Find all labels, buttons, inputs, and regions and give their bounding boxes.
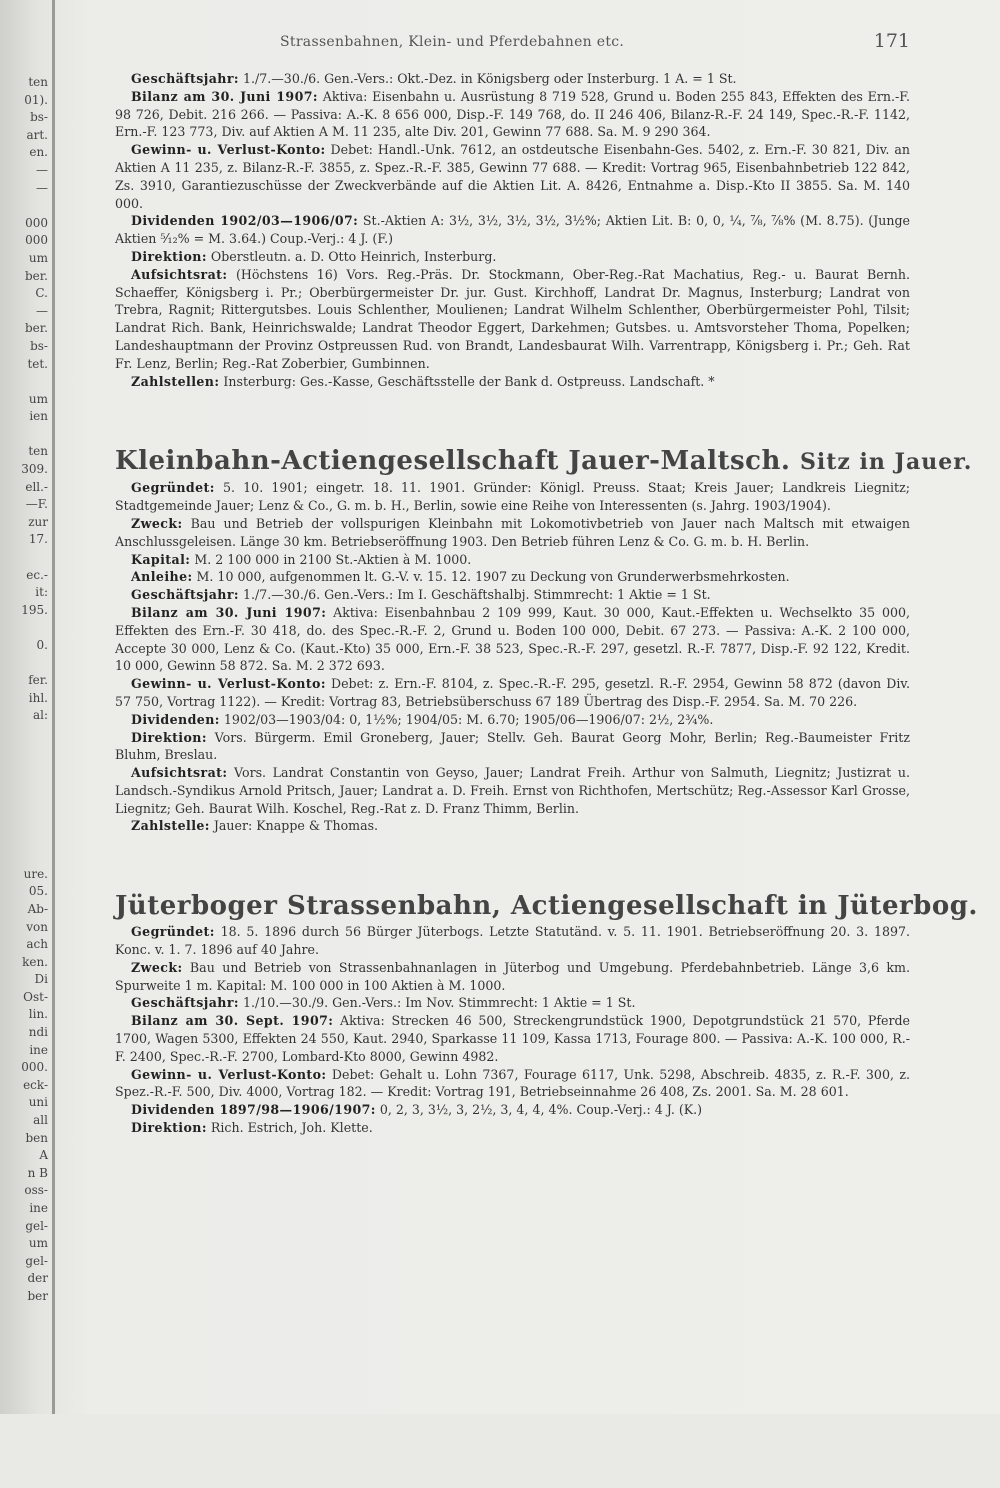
- entry-label: Geschäftsjahr:: [131, 71, 239, 86]
- margin-fragment: Di: [34, 972, 48, 987]
- page-number: 171: [873, 30, 910, 52]
- margin-fragment: ber.: [24, 321, 48, 336]
- entry-paragraph: [115, 568, 910, 586]
- margin-fragment: ien: [29, 409, 48, 424]
- entry-label: Zweck:: [131, 515, 183, 531]
- margin-fragment: en.: [29, 145, 48, 160]
- margin-fragment: 309.: [21, 462, 48, 477]
- margin-fragment: —: [36, 162, 48, 177]
- margin-fragment: uni: [28, 1095, 48, 1110]
- entry-text: Rich. Estrich, Joh. Klette.: [206, 1120, 373, 1136]
- page-body: [115, 70, 978, 1137]
- margin-fragment: um: [28, 250, 48, 265]
- book-spine: [52, 0, 55, 1414]
- entry-paragraph: [115, 959, 910, 995]
- entry-paragraph: [115, 1101, 910, 1119]
- margin-fragment: it:: [35, 585, 48, 600]
- margin-fragment: ach: [26, 937, 48, 952]
- entry-text: 1./10.—30./9. Gen.-Vers.: Im Nov. Stimmrecht: 1 Aktie = 1 St.: [238, 995, 636, 1011]
- margin-fragment: um: [28, 1236, 48, 1251]
- entry-text: (Höchstens 16) Vors. Reg.-Präs. Dr. Stockmann, Ober-Reg.-Rat Machatius, Reg.- u. Baurat Bernh. Schaeffer, Königsberg i. Pr.; Oberbürgermeister Dr. jur. Gust. Kirchhoff, Landrat Dr. Magnus, Insterburg; Landrat von Trebra, Ragnit; Rittergutsbes. Louis Schlenther, Moulienen; Landrat Wilhelm Schlenther, Oberbürgermeister Pohl, Tilsit; Landrat Rich. Bank, Heinrichswalde; Landrat Theodor Eggert, Darkehmen; Gutsbes. u. Amtsvorsteher Thoma, Popelken; Landeshauptmann der Provinz Ostpreussen Rud. von Brandt, Landesbaurat Wilh. Varrentrapp, Königsberg i. Pr.; Geh. Rat Fr. Lenz, Berlin; Reg.-Rat Zoberbier, Gumbinnen.: [115, 266, 910, 371]
- margin-fragment: 000: [25, 233, 48, 248]
- section-jueterbog: [115, 923, 910, 1137]
- margin-fragment: n B: [27, 1165, 48, 1180]
- margin-fragment: ec.-: [26, 567, 48, 582]
- margin-fragment: [0, 373, 50, 391]
- entry-paragraph: [115, 586, 910, 604]
- margin-fragment: [0, 743, 50, 761]
- company-heading-jauer-maltsch: [115, 444, 973, 479]
- company-seat: Sitz in Jauer.: [799, 449, 973, 476]
- entry-paragraph: [115, 817, 910, 835]
- entry-text: 5. 10. 1901; eingetr. 18. 11. 1901. Gründer: Königl. Preuss. Staat; Kreis Jauer; Landkreis Liegnitz; Stadtgemeinde Jauer; Lenz & Co., G. m. b. H., Berlin, sowie eine Reihe von Interessenten (s. Jahrg. 1903/1904).: [115, 480, 910, 514]
- margin-fragment: ndi: [28, 1025, 48, 1040]
- margin-fragment: [0, 778, 50, 796]
- margin-fragment: —: [36, 303, 48, 318]
- entry-paragraph: [115, 70, 910, 88]
- entry-text: Debet: Gehalt u. Lohn 7367, Fourage 6117, Unk. 5298, Abschreib. 4835, z. R.-F. 300, z. Spez.-R.-F. 500, Div. 4000, Vortrag 182. — Kredit: Vortrag 191, Betriebseinnahme 26 408, Zs. 2001. Sa. M. 28 601.: [115, 1066, 910, 1100]
- entry-label: Bilanz am 30. Juni 1907:: [131, 88, 318, 104]
- entry-label: Bilanz am 30. Juni 1907:: [131, 604, 327, 620]
- margin-fragment: [0, 848, 50, 866]
- margin-fragment: —: [36, 180, 48, 195]
- company-heading-jueterbog: [115, 889, 978, 923]
- margin-fragment: ten: [28, 75, 48, 89]
- entry-label: Geschäftsjahr:: [131, 587, 239, 603]
- margin-fragment: al:: [32, 708, 48, 723]
- entry-paragraph: [115, 266, 910, 373]
- margin-fragment: [0, 426, 50, 444]
- entry-label: Direktion:: [131, 248, 207, 264]
- margin-fragment: oss-: [24, 1183, 48, 1198]
- margin-fragment: [0, 813, 50, 831]
- margin-fragment: zur: [28, 514, 48, 529]
- margin-fragment: [0, 831, 50, 849]
- entry-paragraph: [115, 248, 910, 266]
- margin-fragment: ber.: [24, 268, 48, 283]
- margin-fragment: [0, 655, 50, 673]
- entry-text: 18. 5. 1896 durch 56 Bürger Jüterbogs. Letzte Statutänd. v. 5. 11. 1901. Betriebseröffnung 20. 3. 1897. Konc. v. 1. 7. 1896 auf 40 Jahre.: [115, 924, 910, 958]
- company-name: Jüterboger Strassenbahn, Actiengesellschaft in Jüterbog.: [115, 891, 978, 922]
- margin-fragment: [0, 795, 50, 813]
- margin-fragment: bs-: [30, 338, 48, 353]
- company-name: Kleinbahn-Actiengesellschaft Jauer-Maltsch.: [115, 446, 791, 477]
- margin-fragment: von: [26, 919, 48, 934]
- margin-fragment: ine: [29, 1201, 48, 1215]
- entry-label: Gegründet:: [131, 480, 215, 496]
- entry-label: Direktion:: [131, 1120, 207, 1136]
- entry-label: Zahlstelle:: [131, 818, 210, 834]
- margin-fragment: um: [28, 391, 48, 406]
- entry-text: Vors. Bürgerm. Emil Groneberg, Jauer; Stellv. Geh. Baurat Georg Mohr, Berlin; Reg.-Baumeister Fritz Bluhm, Breslau.: [115, 729, 910, 763]
- margin-fragment: 17.: [28, 532, 48, 547]
- margin-fragment: Ost-: [23, 989, 48, 1004]
- entry-paragraph: [115, 729, 910, 765]
- entry-paragraph: [115, 711, 910, 729]
- entry-paragraph: [115, 212, 910, 248]
- entry-paragraph: [115, 88, 910, 141]
- margin-fragment: ihl.: [28, 690, 48, 705]
- margin-fragment: [0, 197, 50, 215]
- running-header: [120, 30, 910, 56]
- entry-text: Vors. Landrat Constantin von Geyso, Jauer; Landrat Freih. Arthur von Salmuth, Liegnitz; Justizrat u. Landsch.-Syndikus Arnold Pritsch, Jauer; Landrat a. D. Freih. Ernst von Richthofen, Mertschütz; Reg.-Assessor Karl Grosse, Liegnitz; Geh. Baurat Wilh. Koschel, Reg.-Rat z. D. Franz Thimm, Berlin.: [115, 765, 910, 816]
- entry-text: Insterburg: Ges.-Kasse, Geschäftsstelle der Bank d. Ostpreuss. Landschaft. *: [219, 373, 715, 389]
- entry-text: St.-Aktien A: 3½, 3½, 3½, 3½, 3½%; Aktien Lit. B: 0, 0, ¼, ⅞, ⅞% (M. 8.75). (Junge Aktien ⁵⁄₁₂% = M. 3.64.) Coup.-Verj.: 4 J. (F.): [115, 213, 910, 247]
- margin-fragment: A: [39, 1148, 48, 1163]
- entry-paragraph: [115, 1012, 910, 1065]
- margin-fragment: eck-: [23, 1077, 48, 1092]
- margin-fragment: ell.-: [25, 479, 48, 494]
- entry-text: Debet: Handl.-Unk. 7612, an ostdeutsche Eisenbahn-Ges. 5402, z. Ern.-F. 30 821, Div. an Aktien A 11 235, z. Bilanz-R.-F. 3855, z. Spez.-R.-F. 385, Gewinn 77 688. — Kredit: Vortrag 965, Eisenbahnbetrieb 122 842, Zs. 3910, Garantiezuschüsse der Zweckverbände auf die Aktien Lit. A. 8426, Entnahme a. Disp.-Kto II 3855. Sa. M. 140 000.: [115, 142, 910, 211]
- margin-fragment: [0, 760, 50, 778]
- margin-fragment: Ab-: [27, 901, 48, 916]
- margin-fragment: —F.: [25, 497, 48, 512]
- entry-text: 0, 2, 3, 3½, 3, 2½, 3, 4, 4, 4%. Coup.-Verj.: 4 J. (K.): [375, 1102, 703, 1118]
- entry-label: Aufsichtsrat:: [131, 266, 228, 282]
- entry-label: Gewinn- u. Verlust-Konto:: [131, 1066, 327, 1082]
- entry-text: M. 10 000, aufgenommen lt. G.-V. v. 15. 12. 1907 zu Deckung von Grunderwerbsmehrkosten.: [192, 569, 790, 585]
- entry-text: M. 2 100 000 in 2100 St.-Aktien à M. 1000.: [190, 551, 472, 567]
- margin-fragment: 01).: [24, 92, 48, 107]
- margin-fragment: ten: [28, 444, 48, 459]
- margin-fragment: all: [33, 1113, 48, 1128]
- margin-fragment: 05.: [28, 884, 48, 899]
- entry-label: Direktion:: [131, 729, 207, 745]
- margin-fragment: gel-: [25, 1253, 48, 1268]
- margin-fragment: 000.: [21, 1060, 48, 1075]
- entry-label: Kapital:: [131, 551, 191, 567]
- entry-paragraph: [115, 551, 910, 569]
- entry-paragraph: [115, 515, 910, 551]
- entry-paragraph: [115, 994, 910, 1012]
- entry-label: Dividenden 1902/03—1906/07:: [131, 213, 359, 229]
- entry-text: 1./7.—30./6. Gen.-Vers.: Okt.-Dez. in Königsberg oder Insterburg. 1 A. = 1 St.: [238, 71, 737, 86]
- entry-paragraph: [115, 141, 910, 212]
- entry-text: Aktiva: Eisenbahn u. Ausrüstung 8 719 528, Grund u. Boden 255 843, Effekten des Ern.-F. 98 726, Debit. 216 266. — Passiva: A.-K. 8 656 000, Disp.-F. 149 768, do. II 246 406, Bilanz-R.-F. 24 149, Spec.-R.-F. 1142, Ern.-F. 123 773, Div. auf Aktien A M. 11 235, alte Div. 201, Gewinn 77 688. Sa. M. 9 290 364.: [115, 88, 910, 140]
- running-title: Strassenbahnen, Klein- und Pferdebahnen etc.: [280, 34, 625, 50]
- entry-label: Zahlstellen:: [131, 373, 220, 389]
- entry-label: Gewinn- u. Verlust-Konto:: [131, 142, 326, 158]
- entry-text: Aktiva: Strecken 46 500, Streckengrundstück 1900, Depotgrundstück 21 570, Pferde 1700, Wagen 5300, Effekten 24 550, Kaut. 2940, Sparkasse 11 109, Kassa 1713, Fourage 800. — Passiva: A.-K. 100 000, R.-F. 2400, Spec.-R.-F. 2700, Lombard-Kto 8000, Gewinn 4982.: [115, 1013, 910, 1064]
- margin-fragment: [0, 549, 50, 567]
- entry-label: Gegründet:: [131, 924, 215, 940]
- entry-label: Dividenden 1897/98—1906/1907:: [131, 1102, 376, 1118]
- margin-fragment: der: [27, 1271, 48, 1286]
- margin-fragment: 195.: [21, 602, 48, 617]
- entry-paragraph: [115, 373, 910, 391]
- entry-text: Debet: z. Ern.-F. 8104, z. Spec.-R.-F. 295, gesetzl. R.-F. 2954, Gewinn 58 872 (davon Div. 57 750, Vortrag 1122). — Kredit: Vortrag 83, Betriebsüberschuss 67 189 Übertrag des Disp.-F. 2954. Sa. M. 70 226.: [115, 676, 910, 709]
- entry-paragraph: [115, 764, 910, 817]
- margin-fragment: [0, 725, 50, 743]
- entry-text: Aktiva: Eisenbahnbau 2 109 999, Kaut. 30 000, Kaut.-Effekten u. Wechselkto 35 000, Effekten des Ern.-F. 30 418, do. des Spec.-R.-F. 2, Grund u. Boden 100 000, Debit. 67 273. — Passiva: A.-K. 2 100 000, Accepte 30 000, Lenz & Co. (Kaut.-Kto) 35 000, Ern.-F. 38 523, Spec.-R.-F. 297, gesetzl. R.-F. 7877, Disp.-F. 92 122, Kredit. 10 000, Gewinn 58 872. Sa. M. 2 372 693.: [115, 604, 910, 674]
- entry-text: Bau und Betrieb von Strassenbahnanlagen in Jüterbog und Umgebung. Pferdebahnbetrieb. Länge 3,6 km. Spurweite 1 m. Kapital: M. 100 000 in 100 Aktien à M. 1000.: [115, 959, 910, 993]
- margin-fragment: ber: [27, 1288, 48, 1303]
- margin-fragment: fer.: [28, 673, 48, 688]
- entry-paragraph: [115, 604, 910, 675]
- entry-text: 1902/03—1903/04: 0, 1½%; 1904/05: M. 6.70; 1905/06—1906/07: 2½, 2¾%.: [219, 711, 714, 727]
- entry-paragraph: [115, 1119, 910, 1137]
- entry-label: Bilanz am 30. Sept. 1907:: [131, 1013, 334, 1029]
- facing-page-margin-text: [0, 0, 50, 1488]
- entry-text: Bau und Betrieb der vollspurigen Kleinbahn mit Lokomotivbetrieb von Jauer nach Maltsch mit etwaigen Anschlussgeleisen. Länge 30 km. Betriebseröffnung 1903. Den Betrieb führen Lenz & Co. G. m. b. H. Berlin.: [115, 515, 910, 549]
- entry-label: Geschäftsjahr:: [131, 995, 239, 1011]
- entry-text: 1./7.—30./6. Gen.-Vers.: Im I. Geschäftshalbj. Stimmrecht: 1 Aktie = 1 St.: [238, 587, 711, 603]
- margin-fragment: lin.: [28, 1007, 48, 1022]
- entry-label: Gewinn- u. Verlust-Konto:: [131, 676, 326, 692]
- margin-fragment: C.: [35, 286, 48, 301]
- margin-fragment: ine: [29, 1042, 48, 1057]
- entry-text: Jauer: Knappe & Thomas.: [209, 818, 379, 834]
- entry-paragraph: [115, 1066, 910, 1102]
- entry-paragraph: [115, 675, 910, 711]
- margin-fragment: tet.: [27, 356, 48, 371]
- entry-label: Anleihe:: [131, 569, 193, 585]
- margin-fragment: ken.: [22, 954, 48, 969]
- entry-label: Dividenden:: [131, 711, 220, 727]
- margin-fragment: 000: [25, 215, 48, 230]
- section-insterburg-continued: [115, 70, 910, 390]
- entry-paragraph: [115, 479, 910, 515]
- entry-text: Oberstleutn. a. D. Otto Heinrich, Insterburg.: [206, 248, 497, 264]
- entry-label: Zweck:: [131, 959, 183, 975]
- margin-fragment: ure.: [23, 866, 48, 881]
- margin-fragment: bs-: [30, 110, 48, 125]
- section-jauer-maltsch: [115, 479, 910, 835]
- margin-fragment: [0, 619, 50, 637]
- margin-fragment: gel-: [25, 1218, 48, 1233]
- margin-fragment: 0.: [36, 638, 48, 652]
- entry-paragraph: [115, 923, 910, 959]
- margin-fragment: art.: [26, 127, 48, 142]
- margin-fragment: ben: [25, 1130, 48, 1145]
- entry-label: Aufsichtsrat:: [131, 765, 228, 781]
